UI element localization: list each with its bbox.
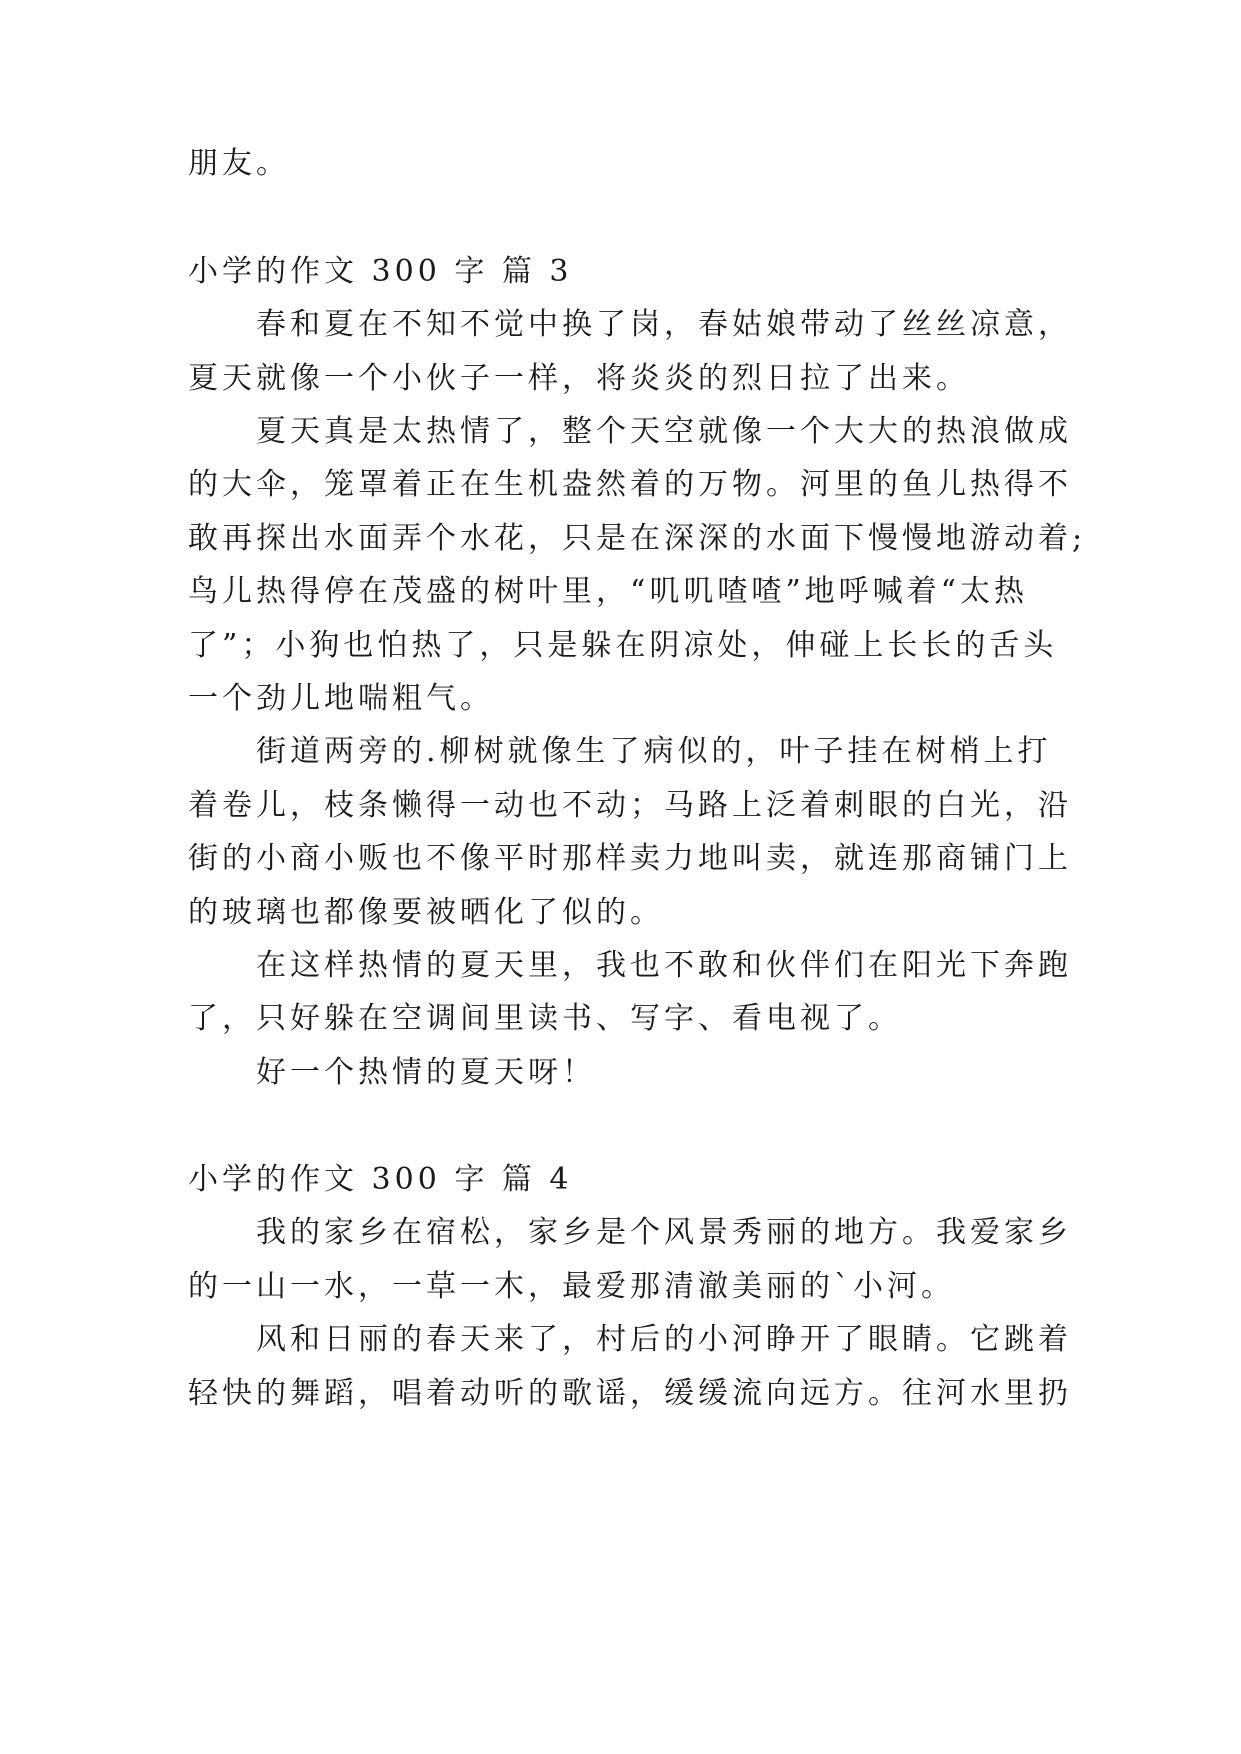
paragraph-line: 风和日丽的春天来了，村后的小河睁开了眼睛。它跳着: [256, 1322, 1072, 1357]
text-line: 了，只好躲在空调间里读书、写字、看电视了。: [188, 1001, 902, 1036]
text-line: 敢再探出水面弄个水花，只是在深深的水面下慢慢地游动着;: [188, 521, 1087, 556]
text-line: 着卷儿，枝条懒得一动也不动；马路上泛着刺眼的白光，沿: [188, 788, 1072, 823]
text-line: 的一山一水，一草一木，最爱那清澈美丽的`小河。: [188, 1269, 955, 1304]
paragraph-line: 在这样热情的夏天里，我也不敢和伙伴们在阳光下奔跑: [256, 948, 1072, 983]
text-line: 的玻璃也都像要被晒化了似的。: [188, 895, 664, 930]
section-heading: 小学的作文 300 字 篇 3: [188, 254, 573, 289]
text-line: 一个劲儿地喘粗气。: [188, 681, 494, 716]
paragraph-line: 我的家乡在宿松，家乡是个风景秀丽的地方。我爱家乡: [256, 1215, 1072, 1250]
text-line: 轻快的舞蹈，唱着动听的歌谣，缓缓流向远方。往河水里扔: [188, 1376, 1072, 1411]
paragraph-line: 街道两旁的.柳树就像生了病似的，叶子挂在树梢上打: [256, 734, 1052, 769]
section-heading: 小学的作文 300 字 篇 4: [188, 1162, 573, 1197]
paragraph-line: 春和夏在不知不觉中换了岗，春姑娘带动了丝丝凉意，: [256, 307, 1072, 342]
text-line: 的大伞，笼罩着正在生机盎然着的万物。河里的鱼儿热得不: [188, 467, 1072, 502]
text-line: 朋友。: [188, 146, 290, 181]
text-line: 夏天就像一个小伙子一样，将炎炎的烈日拉了出来。: [188, 361, 970, 396]
paragraph-line: 好一个热情的夏天呀！: [256, 1055, 596, 1090]
text-line: 鸟儿热得停在茂盛的树叶里，“叽叽喳喳”地呼喊着“太热: [188, 574, 1029, 609]
text-line: 了”；小狗也怕热了，只是躲在阴凉处，伸碰上长长的舌头: [188, 628, 1058, 663]
text-line: 街的小商小贩也不像平时那样卖力地叫卖，就连那商铺门上: [188, 841, 1072, 876]
paragraph-line: 夏天真是太热情了，整个天空就像一个大大的热浪做成: [256, 414, 1072, 449]
